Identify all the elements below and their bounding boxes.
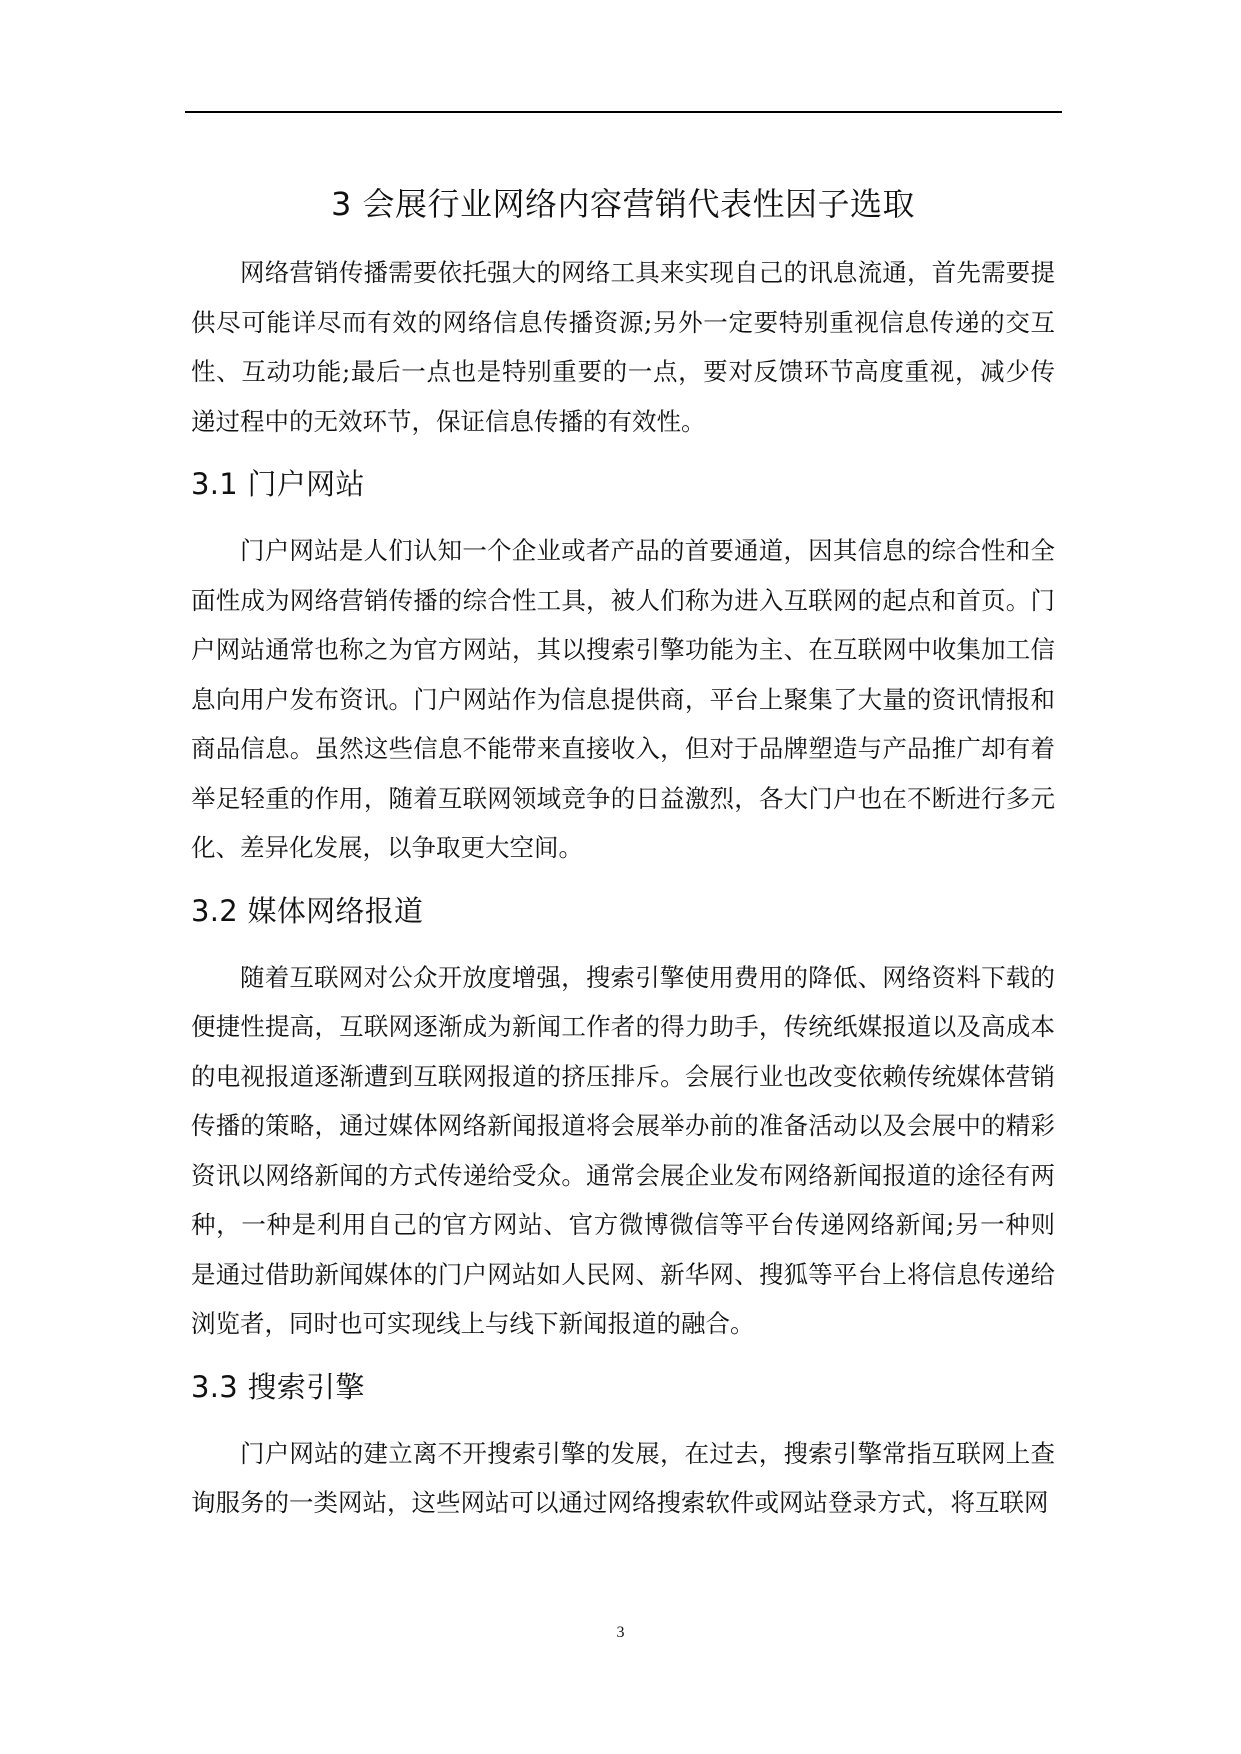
header-rule <box>185 111 1062 113</box>
chapter-intro-paragraph: 网络营销传播需要依托强大的网络工具来实现自己的讯息流通，首先需要提供尽可能详尽而有效的网络信息传播资源;另外一定要特别重视信息传递的交互性、互动功能;最后一点也是特别重要的一点，要对反馈环节高度重视，减少传递过程中的无效环节，保证信息传播的有效性。 <box>191 258 1055 436</box>
section-title-search-engine: 3.3 搜索引擎 <box>191 1369 365 1404</box>
section-title-media-reports: 3.2 媒体网络报道 <box>191 893 424 928</box>
section-title-portal-website: 3.1 门户网站 <box>191 467 365 501</box>
chapter-title: 3 会展行业网络内容营销代表性因子选取 <box>330 185 916 223</box>
section-paragraph-portal-website: 门户网站是人们认知一个企业或者产品的首要通道，因其信息的综合性和全面性成为网络营销传播的综合性工具，被人们称为进入互联网的起点和首页。门户网站通常也称之为官方网站，其以搜索引擎功能为主、在互联网中收集加工信息向用户发布资讯。门户网站作为信息提供商，平台上聚集了大量的资讯情报和商品信息。虽然这些信息不能带来直接收入，但对于品牌塑造与产品推广却有着举足轻重的作用，随着互联网领域竞争的日益激烈，各大门户也在不断进行多元化、差异化发展，以争取更大空间。 <box>191 536 1055 862</box>
document-body <box>191 168 1055 1534</box>
section-paragraph-media-reports: 随着互联网对公众开放度增强，搜索引擎使用费用的降低、网络资料下载的便捷性提高，互联网逐渐成为新闻工作者的得力助手，传统纸媒报道以及高成本的电视报道逐渐遭到互联网报道的挤压排斥。会展行业也改变依赖传统媒体营销传播的策略，通过媒体网络新闻报道将会展举办前的准备活动以及会展中的精彩资讯以网络新闻的方式传递给受众。通常会展企业发布网络新闻报道的途径有两种，一种是利用自己的官方网站、官方微博微信等平台传递网络新闻;另一种则是通过借助新闻媒体的门户网站如人民网、新华网、搜狐等平台上将信息传递给浏览者，同时也可实现线上与线下新闻报道的融合。 <box>191 962 1055 1338</box>
section-paragraph-search-engine: 门户网站的建立离不开搜索引擎的发展，在过去，搜索引擎常指互联网上查询服务的一类网站，这些网站可以通过网络搜索软件或网站登录方式，将互联网 <box>191 1438 1055 1517</box>
page-number: 3 <box>616 1624 625 1641</box>
